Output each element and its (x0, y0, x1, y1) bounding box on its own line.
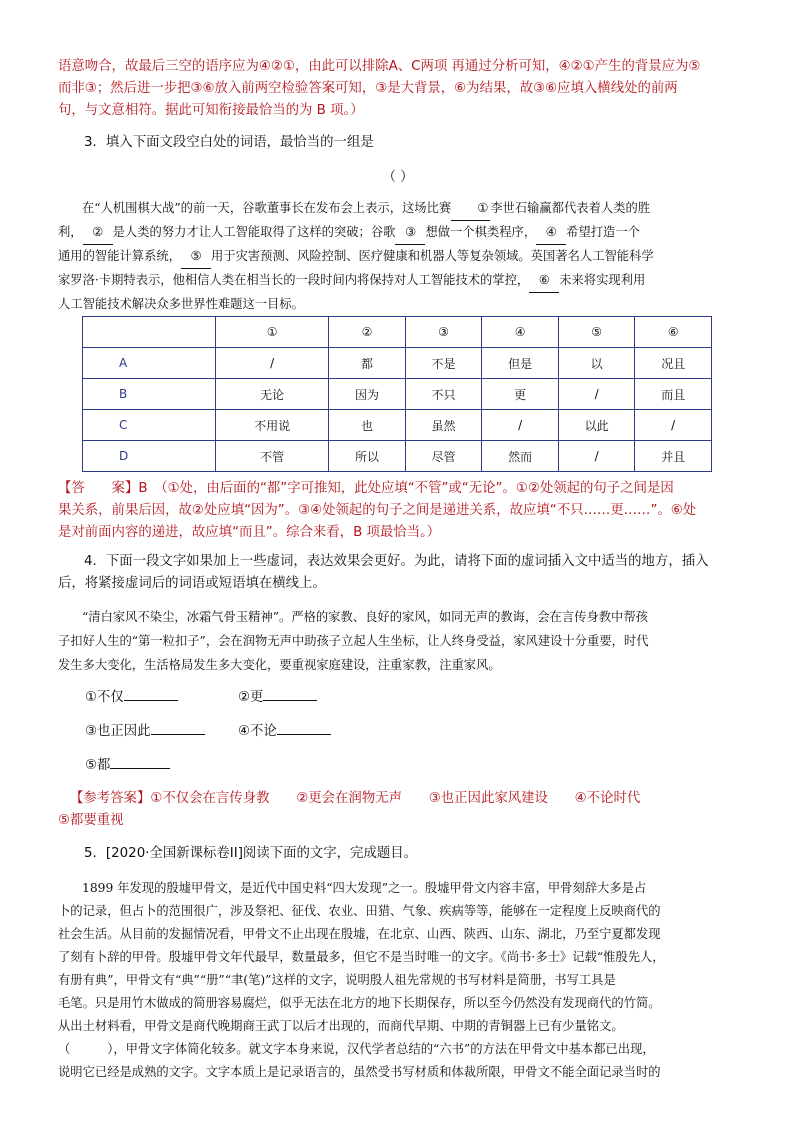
fill-item-label: ③也正因此 (85, 724, 151, 739)
answer-line: 句，与文意相符。据此可知衔接最恰当的为 B 项。） (58, 103, 364, 118)
passage-line: （ ），甲骨文字体简化较多。就文字本身来说，汉代学者总结的“六书”的方法在甲骨文中基本都已出现， (58, 1042, 655, 1056)
question-5-prompt (58, 843, 738, 865)
passage-line: 1899 年发现的殷墟甲骨文，是近代中国史料“四大发现”之一。殷墟甲骨文内容丰富，甲骨刻辞大多是占 (82, 881, 647, 895)
passage-line: 从出土材料看，甲骨文是商代晚期商王武丁以后才出现的，而商代早期、中期的青铜器上已有少量铭文。 (58, 1019, 624, 1033)
table-row[interactable] (83, 379, 712, 410)
fill-blank[interactable] (124, 686, 178, 701)
option-label: C (83, 410, 216, 441)
answer-line: 【参考答案】①不仅会在言传身教 ②更会在润物无声 ③也正因此家风建设 ④不论时代 (70, 791, 641, 806)
options-table (82, 316, 712, 472)
table-row[interactable] (83, 410, 712, 441)
fill-item-label: ④不论 (238, 724, 277, 739)
answer-line: 语意吻合，故最后三空的语序应为④②①，由此可以排除A、C两项 再通过分析可知，④②①产生的背景应为⑤ (58, 59, 701, 74)
blank-2[interactable]: ② (83, 221, 113, 245)
question-4-passage (58, 605, 738, 677)
fill-item (85, 754, 170, 773)
table-cell: 都 (329, 348, 406, 379)
question-4-prompt (58, 551, 738, 595)
blank-6[interactable]: ⑥ (529, 269, 559, 293)
table-cell: 不是 (405, 348, 482, 379)
question-text: 4．下面一段文字如果加上一些虚词，表达效果会更好。为此，请将下面的虚词插入文中适当的地方，插入 (84, 554, 709, 569)
answer-line: 【答 案】B （①处，由后面的“都”字可推知，此处应填“不管”或“无论”。①②处领起的句子之间是因 (58, 481, 674, 496)
passage-text: 用于灾害预测、风险控制、医疗健康和机器人等复杂领域。英国著名人工智能科学 (210, 249, 654, 263)
previous-answer-explanation (58, 56, 738, 122)
question-5-passage (58, 877, 738, 1084)
passage-line: 人工智能技术解决众多世界性难题这一目标。 (58, 297, 304, 311)
passage-text: 李世石输赢都代表着人类的胜 (490, 201, 651, 215)
question-4-answer (58, 788, 750, 832)
passage-line: 发生多大变化，生活格局发生多大变化，要重视家庭建设，注重家教，注重家风。 (58, 658, 501, 672)
passage-line: 毛笔。只是用竹木做成的简册容易腐烂，似乎无法在北方的地下长期保存，所以至今仍然没有发现商代的竹简。 (58, 996, 661, 1010)
table-cell: 不只 (405, 379, 482, 410)
fill-item (85, 686, 178, 705)
table-cell: 无论 (216, 379, 329, 410)
passage-line (58, 245, 738, 269)
table-cell: 并且 (635, 441, 712, 472)
answer-line: ⑤都要重视 (58, 813, 124, 828)
table-cell: 虽然 (405, 410, 482, 441)
fill-blank[interactable] (110, 754, 170, 769)
table-cell: 以 (558, 348, 635, 379)
table-cell: 尽管 (405, 441, 482, 472)
fill-blank[interactable] (151, 720, 205, 735)
passage-text: 未来将实现利用 (559, 273, 646, 287)
fill-item (238, 720, 331, 739)
passage-text: 在“人机围棋大战”的前一天，谷歌董事长在发布会上表示，这场比赛 (82, 201, 452, 215)
passage-text: 家罗洛·卡期特表示，他相信人类在相当长的一段时间内将保持对人工智能技术的掌控， (58, 273, 530, 287)
answer-line: 果关系，前果后因，故②处应填“因为”。③④处领起的句子之间是递进关系，故应填“不只……更……”。⑥处 (58, 503, 697, 518)
question-3-answer (58, 478, 738, 544)
table-cell: 更 (482, 379, 559, 410)
passage-text: 希望打造一个 (566, 225, 640, 239)
table-header-cell: ② (329, 317, 406, 348)
table-cell: 而且 (635, 379, 712, 410)
passage-line: 社会生活。从目前的发掘情况看，甲骨文不止出现在殷墟，在北京、山西、陕西、山东、湖北，乃至宁夏都发现 (58, 927, 661, 941)
passage-line: 了刻有卜辞的甲骨。殷墟甲骨文年代最早，数量最多，但它不是当时唯一的文字。《尚书·多士》记载“惟殷先人， (58, 950, 665, 964)
question-text: 3．填入下面文段空白处的词语，最恰当的一组是 (84, 135, 374, 150)
passage-text: 是人类的努力才让人工智能取得了这样的突破；谷歌 (112, 225, 396, 239)
question-3-prompt (58, 132, 738, 154)
passage-text: 想做一个棋类程序， (425, 225, 537, 239)
question-text: 5．[2020·全国新课标卷II]阅读下面的文字，完成题目。 (84, 846, 418, 861)
fill-item-label: ②更 (238, 690, 264, 705)
passage-line (58, 197, 738, 221)
option-label: B (83, 379, 216, 410)
passage-line (58, 269, 738, 293)
passage-line: 说明它已经是成熟的文字。文字本质上是记录语言的，虽然受书写材质和体裁所限，甲骨文不能全面记录当时的 (58, 1065, 661, 1079)
passage-line: 卜的记录，但占卜的范围很广，涉及祭祀、征伐、农业、田猎、气象、疾病等等，能够在一定程度上反映商代的 (58, 904, 661, 918)
option-label: D (83, 441, 216, 472)
blank-1[interactable]: ① (451, 197, 490, 221)
table-cell: / (482, 410, 559, 441)
table-cell: / (558, 379, 635, 410)
table-header-cell: ③ (405, 317, 482, 348)
table-cell: 但是 (482, 348, 559, 379)
table-header-cell: ④ (482, 317, 559, 348)
table-cell: 因为 (329, 379, 406, 410)
table-cell: / (216, 348, 329, 379)
fill-item-label: ①不仅 (85, 690, 124, 705)
fill-item (238, 686, 317, 705)
question-text: 后，将紧接虚词后的词语或短语填在横线上。 (58, 576, 326, 591)
passage-line (58, 221, 738, 245)
passage-line: “清白家风不染尘，冰霜气骨玉精神”。严格的家教、良好的家风，如同无声的教诲，会在言传身教中帮孩 (82, 610, 648, 624)
table-cell: / (558, 441, 635, 472)
table-header-cell: ① (216, 317, 329, 348)
fill-blank[interactable] (263, 686, 317, 701)
passage-line: 有册有典”，甲骨文有“典”“册”“聿(笔)”这样的文字，说明殷人祖先常规的书写材料是简册，书写工具是 (58, 973, 616, 987)
passage-line: 子扣好人生的“第一粒扣子”，会在润物无声中助孩子立起人生坐标，让人终身受益，家风建设十分重要，时代 (58, 634, 649, 648)
fill-item-label: ⑤都 (85, 758, 111, 773)
table-header-row (83, 317, 712, 348)
passage-text: 利， (58, 225, 83, 239)
passage-text: 通用的智能计算系统， (58, 249, 181, 263)
table-header-cell (83, 317, 216, 348)
table-row[interactable] (83, 348, 712, 379)
answer-line: 而非③；然后进一步把③⑥放入前两空检验答案可知，③是大背景，⑥为结果，故③⑥应填入横线处的前两 (58, 81, 678, 96)
fill-item (85, 720, 205, 739)
table-header-cell: ⑥ (635, 317, 712, 348)
answer-paren: （ ） (382, 170, 414, 185)
table-row[interactable] (83, 441, 712, 472)
fill-blank[interactable] (277, 720, 331, 735)
table-cell: 不管 (216, 441, 329, 472)
question-3-passage (58, 197, 738, 316)
blank-5[interactable]: ⑤ (181, 245, 211, 269)
table-cell: 所以 (329, 441, 406, 472)
blank-4[interactable]: ④ (536, 221, 566, 245)
table-cell: 也 (329, 410, 406, 441)
table-cell: 不用说 (216, 410, 329, 441)
option-label: A (83, 348, 216, 379)
table-cell: 然而 (482, 441, 559, 472)
table-header-cell: ⑤ (558, 317, 635, 348)
table-cell: / (635, 410, 712, 441)
blank-3[interactable]: ③ (395, 221, 425, 245)
answer-line: 是对前面内容的递进，故应填“而且”。综合来看，B 项最恰当。） (58, 525, 441, 540)
table-cell: 况且 (635, 348, 712, 379)
table-cell: 以此 (558, 410, 635, 441)
